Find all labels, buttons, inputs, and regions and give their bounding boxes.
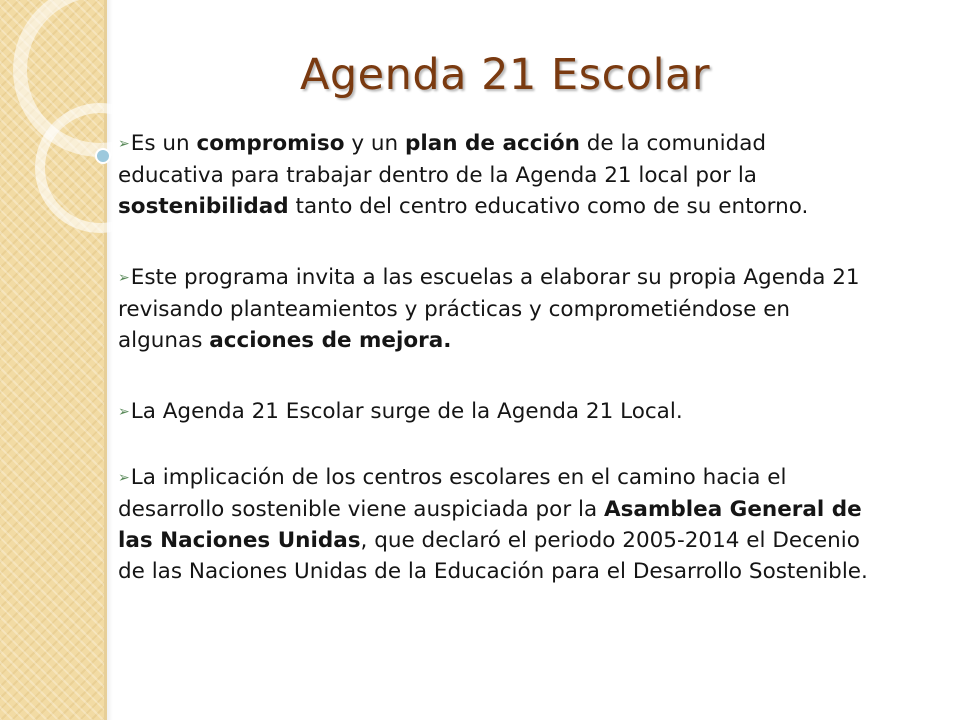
arrow-bullet-icon: ➢ <box>118 404 130 420</box>
slide-title: Agenda 21 Escolar <box>299 50 711 100</box>
text-run: La implicación de los centros escolares en el camino hacia el desarrollo sostenible viene auspiciada por la <box>118 465 787 522</box>
text-run: de la comunidad educativa para trabajar dentro de la Agenda 21 local por la <box>118 131 767 188</box>
text-run: La Agenda 21 Escolar surge de la Agenda 21 Local. <box>130 399 683 424</box>
text-run: tanto del centro educativo como de su entorno. <box>288 194 809 219</box>
text-run: , que declaró el periodo 2005-2014 el Decenio de las Naciones Unidas de la Educación para el Desarrollo Sostenible. <box>118 528 868 584</box>
text-run: y un <box>344 131 405 156</box>
bold-text-run: acciones de mejora. <box>209 328 452 353</box>
bold-text-run: Asamblea General de las Naciones Unidas <box>118 497 862 553</box>
bold-text-run: compromiso <box>196 131 345 156</box>
bullet-item-1 <box>118 128 878 222</box>
text-run: Es un <box>130 131 197 156</box>
arrow-bullet-icon: ➢ <box>118 470 130 486</box>
bullet-item-3 <box>118 396 878 428</box>
text-run: Este programa invita a las escuelas a elaborar su propia Agenda 21 revisando planteamientos y prácticas y comprometiéndose en algunas <box>118 265 860 353</box>
bullet-item-4 <box>118 462 878 587</box>
bullet-item-2 <box>118 262 878 356</box>
bold-text-run: plan de acción <box>404 131 580 156</box>
arrow-bullet-icon: ➢ <box>118 270 130 286</box>
bold-text-run: sostenibilidad <box>118 194 289 219</box>
blue-dot-shape <box>96 149 110 163</box>
arrow-bullet-icon: ➢ <box>118 136 130 152</box>
bullet-list <box>118 128 878 627</box>
